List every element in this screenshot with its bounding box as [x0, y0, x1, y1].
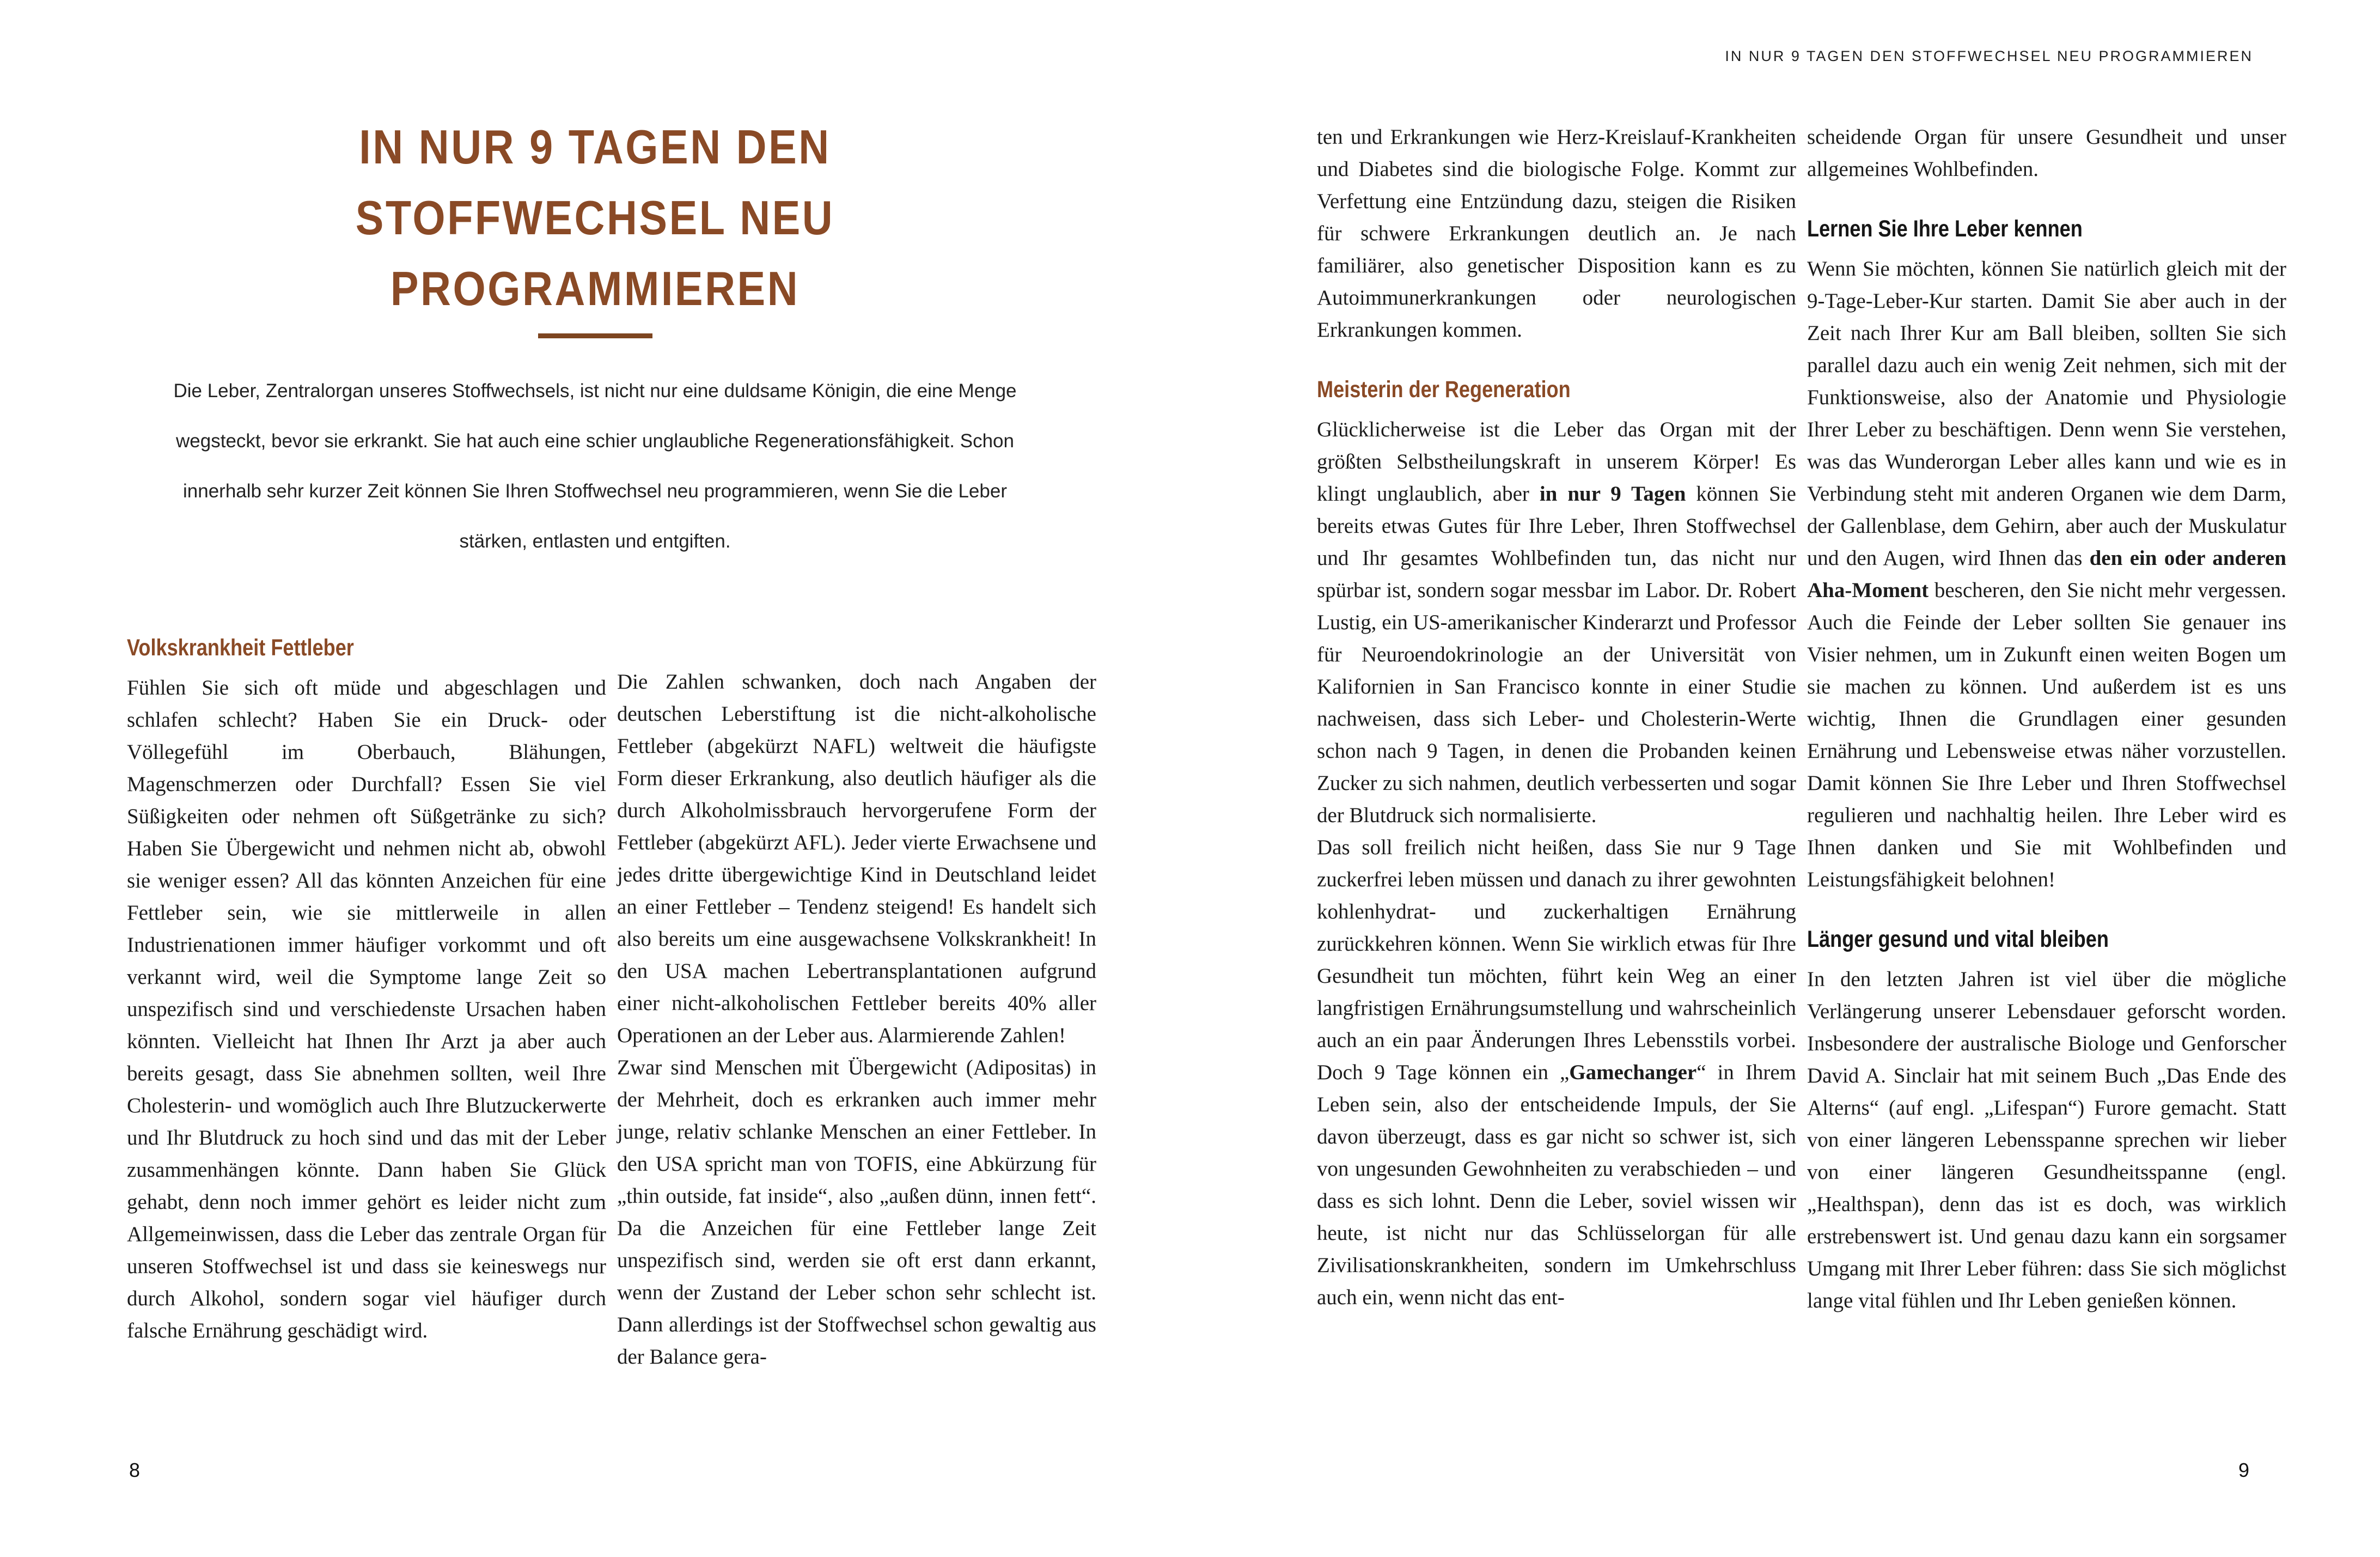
right-page-column-2 [1807, 121, 2286, 1317]
chapter-title-line-3: PROGRAMMIEREN [390, 261, 800, 315]
body-paragraph: ten und Erkrankungen wie Herz-Kreislauf-Krankheiten und Diabetes sind die biologische Folge. Kommt zur Verfettung eine Entzündung dazu, steigen die Risiken für schwere Erkrankungen deutlich an. Je nach familiärer, also genetischer Disposition kann es zu Autoimmunerkrankungen oder neurologischen Erkrankungen kommen. [1317, 125, 1796, 342]
chapter-title-line-1: IN NUR 9 TAGEN DEN [359, 120, 831, 174]
left-page-column-2 [617, 666, 1096, 1373]
right-page-column-1 [1317, 121, 1796, 1313]
section-heading-meisterin: Meisterin der Regeneration [1317, 376, 1571, 403]
body-paragraph: scheidende Organ für unsere Gesundheit und unser allgemeines Wohlbefinden. [1807, 125, 2286, 181]
body-paragraph: Glücklicherweise ist die Leber das Organ mit der größten Selbstheilungskraft in unserem Körper! Es klingt unglaublich, aber in nur 9 Tagen können Sie bereits etwas Gutes für Ihre Leber, Ihren Stoffwechsel und Ihr gesamtes Wohlbefinden tun, das nicht nur spürbar ist, sondern sogar messbar im Labor. Dr. Robert Lustig, ein US-amerikanischer Kinderarzt und Professor für Neuroendokrinologie an der Universität von Kalifornien in San Francisco konnte in einer Studie nachweisen, dass sich Leber- und Cholesterin-Werte schon nach 9 Tagen, in denen die Probanden keinen Zucker zu sich nahmen, deutlich verbesserten und sogar der Blutdruck sich normalisierte. [1317, 418, 1796, 827]
section-heading-laenger: Länger gesund und vital bleiben [1807, 926, 2109, 952]
section-heading-lernen: Lernen Sie Ihre Leber kennen [1807, 216, 2083, 242]
page-number-right: 9 [2238, 1459, 2249, 1481]
body-paragraph: Die Zahlen schwanken, doch nach Angaben der deutschen Leberstiftung ist die nicht-alkoholische Fettleber (abgekürzt NAFL) weltweit die häufigste Form dieser Erkrankung, also deutlich häufiger als die durch Alkoholmissbrauch hervorgerufene Form der Fettleber (abgekürzt AFL). Jeder vierte Erwachsene und jedes dritte übergewichtige Kind in Deutschland leidet an einer Fettleber – Tendenz steigend! Es handelt sich also bereits um eine ausgewachsene Volkskrankheit! In den USA machen Lebertransplantationen aufgrund einer nicht-alkoholischen Fettleber bereits 40% aller Operationen an der Leber aus. Alarmierende Zahlen! [617, 670, 1096, 1047]
chapter-title [71, 112, 1119, 324]
body-paragraph: Das soll freilich nicht heißen, dass Sie nur 9 Tage zuckerfrei leben müssen und danach zu ihrer gewohnten kohlenhydrat- und zuckerhaltigen Ernährung zurückkehren können. Wenn Sie wirklich etwas für Ihre Gesundheit tun möchten, führt kein Weg an einer langfristigen Ernährungsumstellung und wahrscheinlich auch an ein paar Änderungen Ihres Lebensstils vorbei. Doch 9 Tage können ein „Gamechanger“ in Ihrem Leben sein, also der entscheidende Impuls, der Sie davon überzeugt, dass es gar nicht so schwer ist, sich von ungesunden Gewohnheiten zu verabschieden – und dass es sich lohnt. Denn die Leber, soviel wissen wir heute, ist nicht nur das Schlüsselorgan für alle Zivilisationskrankheiten, sondern im Umkehrschluss auch ein, wenn nicht das ent- [1317, 836, 1797, 1309]
left-page-column-1 [127, 634, 606, 1347]
title-divider [538, 333, 652, 338]
body-paragraph: Zwar sind Menschen mit Übergewicht (Adipositas) in der Mehrheit, doch es erkranken auch immer mehr junge, relativ schlanke Menschen an einer Fettleber. In den USA spricht man von TOFIS, eine Abkürzung für „thin outside, fat inside“, also „außen dünn, innen fett“. Da die Anzeichen für eine Fettleber lange Zeit unspezifisch sind, werden sie oft erst dann erkannt, wenn der Zustand der Leber schon sehr schlecht ist. Dann allerdings ist der Stoffwechsel schon gewaltig aus der Balance gera- [617, 1056, 1096, 1369]
section-heading-volkskrankheit: Volkskrankheit Fettleber [127, 635, 354, 661]
chapter-intro: Die Leber, Zentralorgan unseres Stoffwechsels, ist nicht nur eine duldsame Königin, die eine Menge wegsteckt, bevor sie erkrankt. Sie hat auch eine schier unglaubliche Regenerationsfähigkeit. Schon innerhalb sehr kurzer Zeit können Sie Ihren Stoffwechsel neu programmieren, wenn Sie die Leber stärken, entlasten und entgiften. [173, 380, 1017, 552]
running-head: IN NUR 9 TAGEN DEN STOFFWECHSEL NEU PROGRAMMIEREN [1725, 48, 2253, 64]
body-paragraph: Wenn Sie möchten, können Sie natürlich gleich mit der 9-Tage-Leber-Kur starten. Damit Sie aber auch in der Zeit nach Ihrer Kur am Ball bleiben, sollten Sie sich parallel dazu auch ein wenig Zeit nehmen, sich mit der Funktionsweise, also der Anatomie und Physiologie Ihrer Leber zu beschäftigen. Denn wenn Sie verstehen, was das Wunderorgan Leber alles kann und wie es in Verbindung steht mit anderen Organen wie dem Darm, der Gallenblase, dem Gehirn, aber auch der Muskulatur und den Augen, wird Ihnen das den ein oder anderen Aha-Moment bescheren, den Sie nicht mehr vergessen. Auch die Feinde der Leber sollten Sie genauer ins Visier nehmen, um in Zukunft einen weiten Bogen um sie machen zu können. Und außerdem ist es uns wichtig, Ihnen die Grundlagen einer gesunden Ernährung und Lebensweise etwas näher vorzustellen. Damit können Sie Ihre Leber und Ihren Stoffwechsel regulieren und nachhaltig heilen. Ihre Leber wird es Ihnen danken und Sie mit Wohlbefinden und Leistungsfähigkeit belohnen! [1807, 257, 2286, 891]
body-paragraph: In den letzten Jahren ist viel über die mögliche Verlängerung unserer Lebensdauer geforscht worden. Insbesondere der australische Biologe und Genforscher David A. Sinclair hat mit seinem Buch „Das Ende des Alterns“ (auf engl. „Lifespan“) Furore gemacht. Statt von einer längeren Lebensspanne sprechen wir lieber von einer längeren Gesundheitsspanne (engl. „Healthspan), denn das ist es doch, was wirklich erstrebenswert ist. Und genau dazu kann ein sorgsamer Umgang mit Ihrer Leber führen: dass Sie sich möglichst lange vital fühlen und Ihr Leben genießen können. [1807, 968, 2286, 1312]
page-number-left: 8 [129, 1459, 141, 1481]
body-paragraph: Fühlen Sie sich oft müde und abgeschlagen und schlafen schlecht? Haben Sie ein Druck- oder Völlegefühl im Oberbauch, Blähungen, Magenschmerzen oder Durchfall? Essen Sie viel Süßigkeiten oder nehmen oft Süßgetränke zu sich? Haben Sie Übergewicht und nehmen nicht ab, obwohl sie weniger essen? All das könnten Anzeichen für eine Fettleber sein, wie sie mittlerweile in allen Industrienationen immer häufiger vorkommt und oft verkannt wird, weil die Symptome lange Zeit so unspezifisch sind und verschiedenste Ursachen haben könnten. Vielleicht hat Ihnen Ihr Arzt ja aber auch bereits gesagt, dass Sie abnehmen sollten, weil Ihre Cholesterin- und womöglich auch Ihre Blutzuckerwerte und Ihr Blutdruck zu hoch sind und das mit der Leber zusammenhängen könnte. Dann haben Sie Glück gehabt, denn noch immer gehört es leider nicht zum Allgemeinwissen, dass die Leber das zentrale Organ für unseren Stoffwechsel ist und dass sie keineswegs nur durch Alkohol, sondern sogar viel häufiger durch falsche Ernährung geschädigt wird. [127, 676, 606, 1342]
chapter-title-line-2: STOFFWECHSEL NEU [355, 191, 835, 245]
